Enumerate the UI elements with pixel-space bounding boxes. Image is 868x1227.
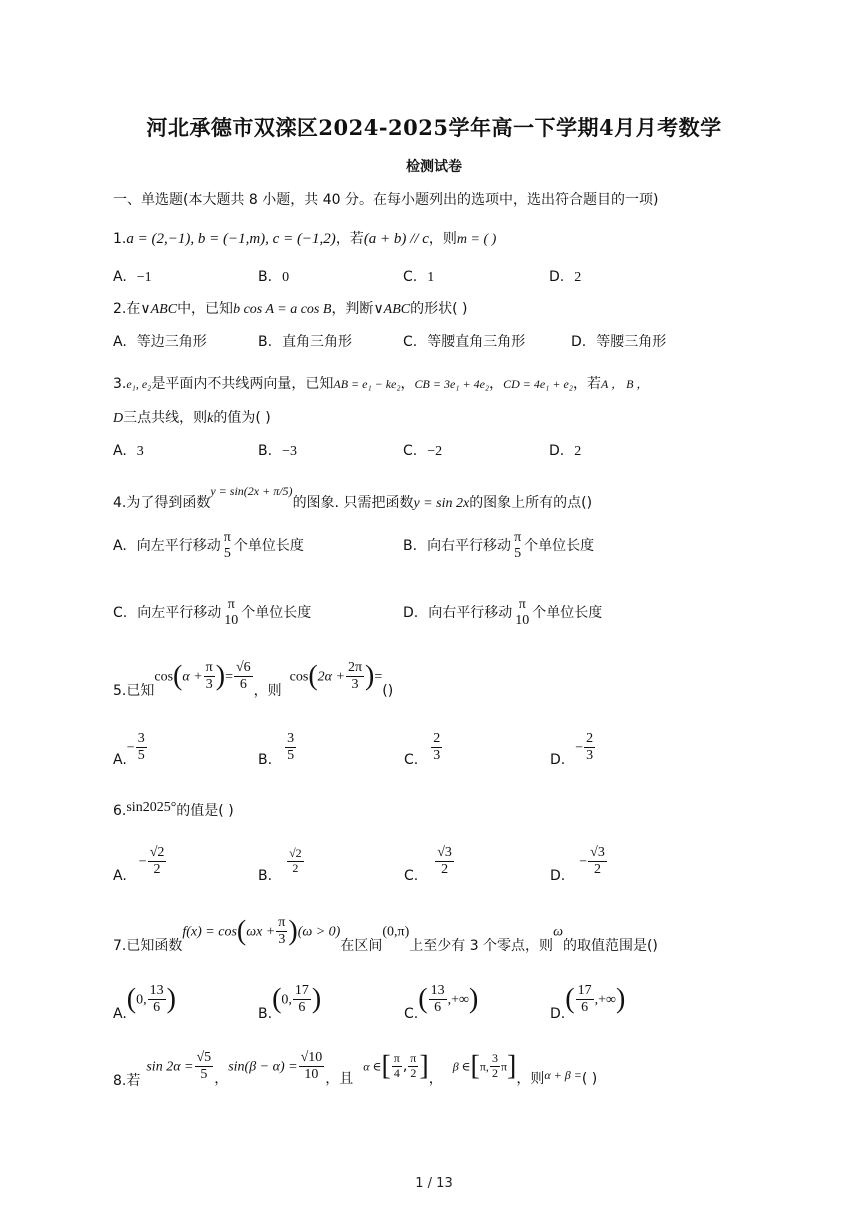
q3-vectors: e₁, e₂ bbox=[126, 377, 152, 391]
q8-beta-pi: π bbox=[500, 1059, 507, 1074]
numerator: π bbox=[393, 1051, 400, 1066]
numerator: 13 bbox=[429, 983, 447, 1000]
option-text: 个单位长度 bbox=[532, 605, 603, 622]
denominator: 5 bbox=[137, 748, 145, 764]
q3-text: 三点共线，则 bbox=[123, 410, 208, 426]
numerator: 13 bbox=[148, 983, 166, 1000]
option-c bbox=[431, 731, 442, 764]
option-label: A. bbox=[113, 538, 127, 555]
q5-text: ，则 bbox=[253, 682, 282, 699]
q3-eq-ab: AB = e₁ − ke₂ bbox=[333, 377, 401, 391]
option-text: 向右平行移动 bbox=[428, 605, 513, 622]
option-a: 3 bbox=[136, 444, 144, 459]
q8-text: ，且 bbox=[325, 1070, 354, 1087]
option-text: 个单位长度 bbox=[524, 538, 595, 555]
option-label: D. bbox=[549, 269, 565, 285]
sign: − bbox=[138, 854, 147, 870]
fraction bbox=[222, 597, 240, 629]
denominator: 2 bbox=[491, 1066, 498, 1081]
numerator: π bbox=[410, 1051, 417, 1066]
q5-text: 5.已知 bbox=[113, 682, 155, 699]
q5-cos: cos bbox=[154, 669, 174, 685]
q5-arg: α + bbox=[182, 669, 203, 685]
option-label: A. bbox=[113, 334, 127, 350]
option-b: 直角三角形 bbox=[282, 334, 353, 350]
option-d bbox=[588, 845, 607, 878]
q8-alpha-range: α ∈ bbox=[363, 1059, 382, 1074]
q7-interval: (0,π) bbox=[382, 924, 410, 940]
document-subtitle: 检测试卷 bbox=[406, 159, 462, 175]
q2-text: 2.在 bbox=[113, 301, 141, 317]
denominator: 10 bbox=[224, 613, 239, 629]
fraction bbox=[346, 660, 364, 693]
option-label: B. bbox=[258, 334, 273, 350]
numerator: √2 bbox=[289, 846, 302, 861]
denominator: 3 bbox=[278, 932, 286, 948]
denominator: 5 bbox=[223, 546, 231, 562]
q7-text: 的取值范围是() bbox=[562, 937, 658, 954]
q3-text: 是平面内不共线两向量，已知 bbox=[151, 376, 334, 392]
q6-text: 6. bbox=[113, 803, 127, 819]
option-label: D. bbox=[550, 1005, 566, 1022]
option-label: B. bbox=[258, 269, 273, 285]
question-3: 3.e₁, e₂是平面内不共线两向量，已知AB = e₁ − ke₂，CB = 3e₁ + 4e₂，CD = 4e₁ + e₂，若A ， B ， bbox=[113, 376, 649, 392]
option-label: A. bbox=[113, 751, 127, 768]
denominator: 2 bbox=[593, 862, 601, 878]
q7-function: f(x) = cos bbox=[182, 924, 237, 940]
question-7: 7.已知函数f(x) = cos(ωx + $\frac{\pi}{3}$ )(ω > 0)在区间(0,π)上至少有 3 个零点，则ω的取值范围是() bbox=[113, 915, 658, 954]
numerator: π bbox=[276, 915, 287, 932]
option-text: 向左平行移动 bbox=[137, 605, 222, 622]
denominator: 10 bbox=[515, 613, 530, 629]
q2-text: 中，已知 bbox=[177, 301, 234, 317]
q5-text: () bbox=[382, 682, 394, 699]
option-b bbox=[287, 847, 304, 876]
q8-beta-range: β ∈ bbox=[452, 1059, 471, 1074]
numerator: 17 bbox=[293, 983, 311, 1000]
option-c bbox=[435, 845, 454, 878]
q3-text: 3. bbox=[113, 376, 127, 392]
option-label: B. bbox=[258, 751, 273, 768]
q2-text: ，判断 bbox=[331, 301, 374, 317]
option-b: 0 bbox=[282, 270, 290, 285]
denominator: 10 bbox=[304, 1067, 319, 1083]
question-4 bbox=[113, 484, 593, 512]
numerator: 3 bbox=[491, 1051, 498, 1066]
option-d bbox=[576, 983, 594, 1016]
numerator: √3 bbox=[588, 845, 607, 862]
option-c: 等腰直角三角形 bbox=[427, 334, 526, 350]
q8-text: 8.若 bbox=[113, 1072, 141, 1089]
q3-eq-cb: CB = 3e₁ + 4e₂ bbox=[414, 377, 490, 391]
q8-sum: α + β = bbox=[544, 1067, 582, 1082]
denominator: 5 bbox=[514, 546, 522, 562]
numerator: √5 bbox=[195, 1050, 214, 1067]
q3-options bbox=[113, 443, 581, 460]
option-a: −1 bbox=[136, 270, 152, 285]
option-label: C. bbox=[403, 269, 418, 285]
page-number: 1 / 13 bbox=[415, 1176, 453, 1191]
q6-options bbox=[113, 845, 608, 884]
question-8: 8.若sin 2α = $\frac{√5}{5}$ ，sin(β − α) = $\frac{√10}{10}$ ，且α ∈[ $\frac{\pi}{4}$ , $\frac{\pi}{2}$ ]，β ∈[π, $\frac{3}{2}$ π]，则α + β =( ) bbox=[113, 1050, 598, 1089]
q3-text: ，若 bbox=[572, 376, 601, 392]
option-label: C. bbox=[404, 1005, 419, 1022]
fraction bbox=[392, 1052, 402, 1081]
option-label: C. bbox=[113, 605, 128, 622]
q6-text: 的值是( ) bbox=[176, 803, 234, 819]
q2-triangle: ∨ABC bbox=[373, 302, 411, 317]
option-label: C. bbox=[404, 867, 419, 884]
q5-options bbox=[113, 731, 596, 768]
q2-options bbox=[113, 331, 666, 351]
question-1 bbox=[113, 228, 496, 248]
q1-text: ，若 bbox=[335, 231, 364, 247]
option-label: D. bbox=[550, 751, 566, 768]
option-a bbox=[148, 983, 166, 1016]
option-d: 2 bbox=[574, 270, 582, 285]
q4-option-d bbox=[403, 597, 602, 629]
denominator: 6 bbox=[434, 1000, 442, 1016]
q1-vectors: a = (2,−1), b = (−1,m), c = (−1,2) bbox=[126, 231, 336, 247]
q7-text: 7.已知函数 bbox=[113, 937, 183, 954]
q1-options bbox=[113, 269, 753, 286]
option-a: 等边三角形 bbox=[136, 334, 207, 350]
q3-points: A ， B ， bbox=[600, 377, 649, 391]
option-label: A. bbox=[113, 1005, 127, 1022]
fraction bbox=[299, 1050, 325, 1083]
fraction bbox=[276, 915, 287, 948]
denominator: 3 bbox=[433, 748, 441, 764]
denominator: 6 bbox=[239, 677, 247, 693]
option-label: B. bbox=[258, 1005, 273, 1022]
question-3-line-2 bbox=[113, 407, 271, 427]
numerator: 3 bbox=[136, 731, 147, 748]
q7-text: 上至少有 3 个零点，则 bbox=[409, 937, 554, 954]
numerator: 17 bbox=[576, 983, 594, 1000]
q3-k: k bbox=[207, 411, 214, 426]
numerator: 2 bbox=[584, 731, 595, 748]
option-label: D. bbox=[550, 867, 566, 884]
option-label: D. bbox=[549, 443, 565, 459]
document-title: 河北承德市双滦区2024-2025学年高一下学期4月月考数学 bbox=[146, 115, 722, 140]
option-c bbox=[429, 983, 447, 1016]
option-c: −2 bbox=[427, 444, 443, 459]
option-text: 个单位长度 bbox=[241, 605, 312, 622]
numerator: π bbox=[227, 597, 235, 612]
q7-omega: ω bbox=[553, 924, 563, 940]
fraction bbox=[512, 530, 523, 562]
option-label: B. bbox=[403, 538, 418, 555]
denominator: 2 bbox=[153, 862, 161, 878]
denominator: 2 bbox=[410, 1066, 417, 1081]
q7-text: 在区间 bbox=[340, 937, 383, 954]
q7-arg: ωx + bbox=[246, 924, 276, 940]
q4-option-b bbox=[403, 530, 594, 562]
q5-arg: 2α + bbox=[317, 669, 345, 685]
q1-ask: m = ( ) bbox=[456, 232, 497, 247]
question-6 bbox=[113, 800, 234, 820]
denominator: 5 bbox=[287, 748, 295, 764]
q4-source-function: y = sin 2x bbox=[413, 496, 470, 511]
numerator: √10 bbox=[299, 1050, 325, 1067]
option-label: C. bbox=[403, 334, 418, 350]
q7-options: A.(0, $\frac{13}{6}$ ) B.(0, $\frac{17}{6}$ ) C.( $\frac{13}{6}$ ,+∞) D.( $\frac{17}{6}$ ,+∞) bbox=[113, 983, 626, 1022]
q4-target-function: y = sin(2x + π/5) bbox=[210, 484, 293, 498]
q3-point-d: D bbox=[113, 411, 124, 426]
question-2 bbox=[113, 298, 468, 318]
q4-text: 的图象. 只需把函数 bbox=[292, 495, 414, 511]
option-label: B. bbox=[258, 867, 273, 884]
q1-condition: (a + b) // c bbox=[363, 231, 429, 247]
q8-text: ，则 bbox=[516, 1070, 545, 1087]
option-a bbox=[148, 845, 167, 878]
denominator: 5 bbox=[200, 1067, 208, 1083]
option-text: 个单位长度 bbox=[233, 538, 304, 555]
q2-text: 的形状( ) bbox=[410, 301, 468, 317]
equals: = bbox=[374, 669, 383, 685]
option-d-right: ,+∞ bbox=[594, 992, 616, 1008]
option-d bbox=[584, 731, 595, 764]
sign: − bbox=[575, 740, 584, 756]
fraction bbox=[222, 530, 233, 562]
option-b bbox=[285, 731, 296, 764]
option-label: A. bbox=[113, 443, 127, 459]
numerator: 2π bbox=[346, 660, 364, 677]
q2-triangle: ∨ABC bbox=[140, 302, 178, 317]
q8-sin-diff: sin(β − α) = bbox=[228, 1059, 298, 1075]
option-d: 2 bbox=[574, 444, 582, 459]
numerator: √2 bbox=[148, 845, 167, 862]
option-label: A. bbox=[113, 269, 127, 285]
q4-text: 4.为了得到函数 bbox=[113, 495, 211, 511]
q5-cos: cos bbox=[289, 669, 309, 685]
fraction bbox=[408, 1052, 418, 1081]
numerator: π bbox=[514, 530, 522, 545]
numerator: π bbox=[204, 660, 215, 677]
denominator: 6 bbox=[298, 1000, 306, 1016]
option-label: D. bbox=[403, 605, 419, 622]
fraction bbox=[204, 660, 215, 693]
option-text: 向右平行移动 bbox=[427, 538, 512, 555]
numerator: 3 bbox=[285, 731, 296, 748]
q3-text: 的值为( ) bbox=[213, 410, 271, 426]
q6-expression: sin2025° bbox=[126, 800, 177, 815]
option-label: D. bbox=[571, 334, 587, 350]
fraction bbox=[234, 660, 253, 693]
option-a-left: 0, bbox=[136, 992, 147, 1008]
q8-beta-left: π, bbox=[479, 1059, 489, 1074]
denominator: 2 bbox=[441, 862, 449, 878]
q4-option-c bbox=[113, 597, 311, 629]
fraction bbox=[195, 1050, 214, 1083]
numerator: √6 bbox=[234, 660, 253, 677]
sign: − bbox=[579, 854, 588, 870]
q4-text: 的图象上所有的点() bbox=[469, 495, 593, 511]
denominator: 3 bbox=[586, 748, 594, 764]
numerator: π bbox=[518, 597, 526, 612]
q2-equation: b cos A = a cos B bbox=[233, 302, 332, 317]
q1-text: ，则 bbox=[428, 231, 457, 247]
denominator: 6 bbox=[153, 1000, 161, 1016]
option-b-left: 0, bbox=[281, 992, 292, 1008]
option-label: C. bbox=[403, 443, 418, 459]
denominator: 3 bbox=[205, 677, 213, 693]
denominator: 4 bbox=[393, 1066, 400, 1081]
question-5: 5.已知cos(α + $\frac{\pi}{3}$ )= $\frac{√6}{6}$ ，则cos(2α + $\frac{2\pi}{3}$ )=() bbox=[113, 660, 394, 699]
option-a bbox=[136, 731, 147, 764]
option-b bbox=[293, 983, 311, 1016]
sign: − bbox=[126, 740, 135, 756]
option-label: B. bbox=[258, 443, 273, 459]
option-label: A. bbox=[113, 867, 127, 884]
option-b: −3 bbox=[282, 444, 297, 459]
numerator: √3 bbox=[435, 845, 454, 862]
option-label: C. bbox=[404, 751, 419, 768]
q8-sin2a: sin 2α = bbox=[146, 1059, 194, 1075]
option-d: 等腰三角形 bbox=[596, 334, 667, 350]
fraction bbox=[490, 1052, 500, 1081]
denominator: 6 bbox=[581, 1000, 589, 1016]
numerator: π bbox=[223, 530, 231, 545]
section-heading: 一、单选题(本大题共 8 小题，共 40 分。在每小题列出的选项中，选出符合题目的一项) bbox=[113, 192, 659, 208]
q4-option-a bbox=[113, 530, 304, 562]
denominator: 2 bbox=[292, 861, 299, 876]
q7-condition: (ω > 0) bbox=[297, 924, 341, 940]
numerator: 2 bbox=[431, 731, 442, 748]
fraction bbox=[513, 597, 531, 629]
question-number: 1. bbox=[113, 231, 127, 247]
q8-text: ( ) bbox=[581, 1070, 598, 1087]
option-c: 1 bbox=[427, 270, 435, 285]
option-text: 向左平行移动 bbox=[136, 538, 221, 555]
denominator: 3 bbox=[351, 677, 359, 693]
q3-eq-cd: CD = 4e₁ + e₂ bbox=[503, 377, 573, 391]
equals: = bbox=[225, 669, 233, 685]
option-c-right: ,+∞ bbox=[447, 992, 469, 1008]
